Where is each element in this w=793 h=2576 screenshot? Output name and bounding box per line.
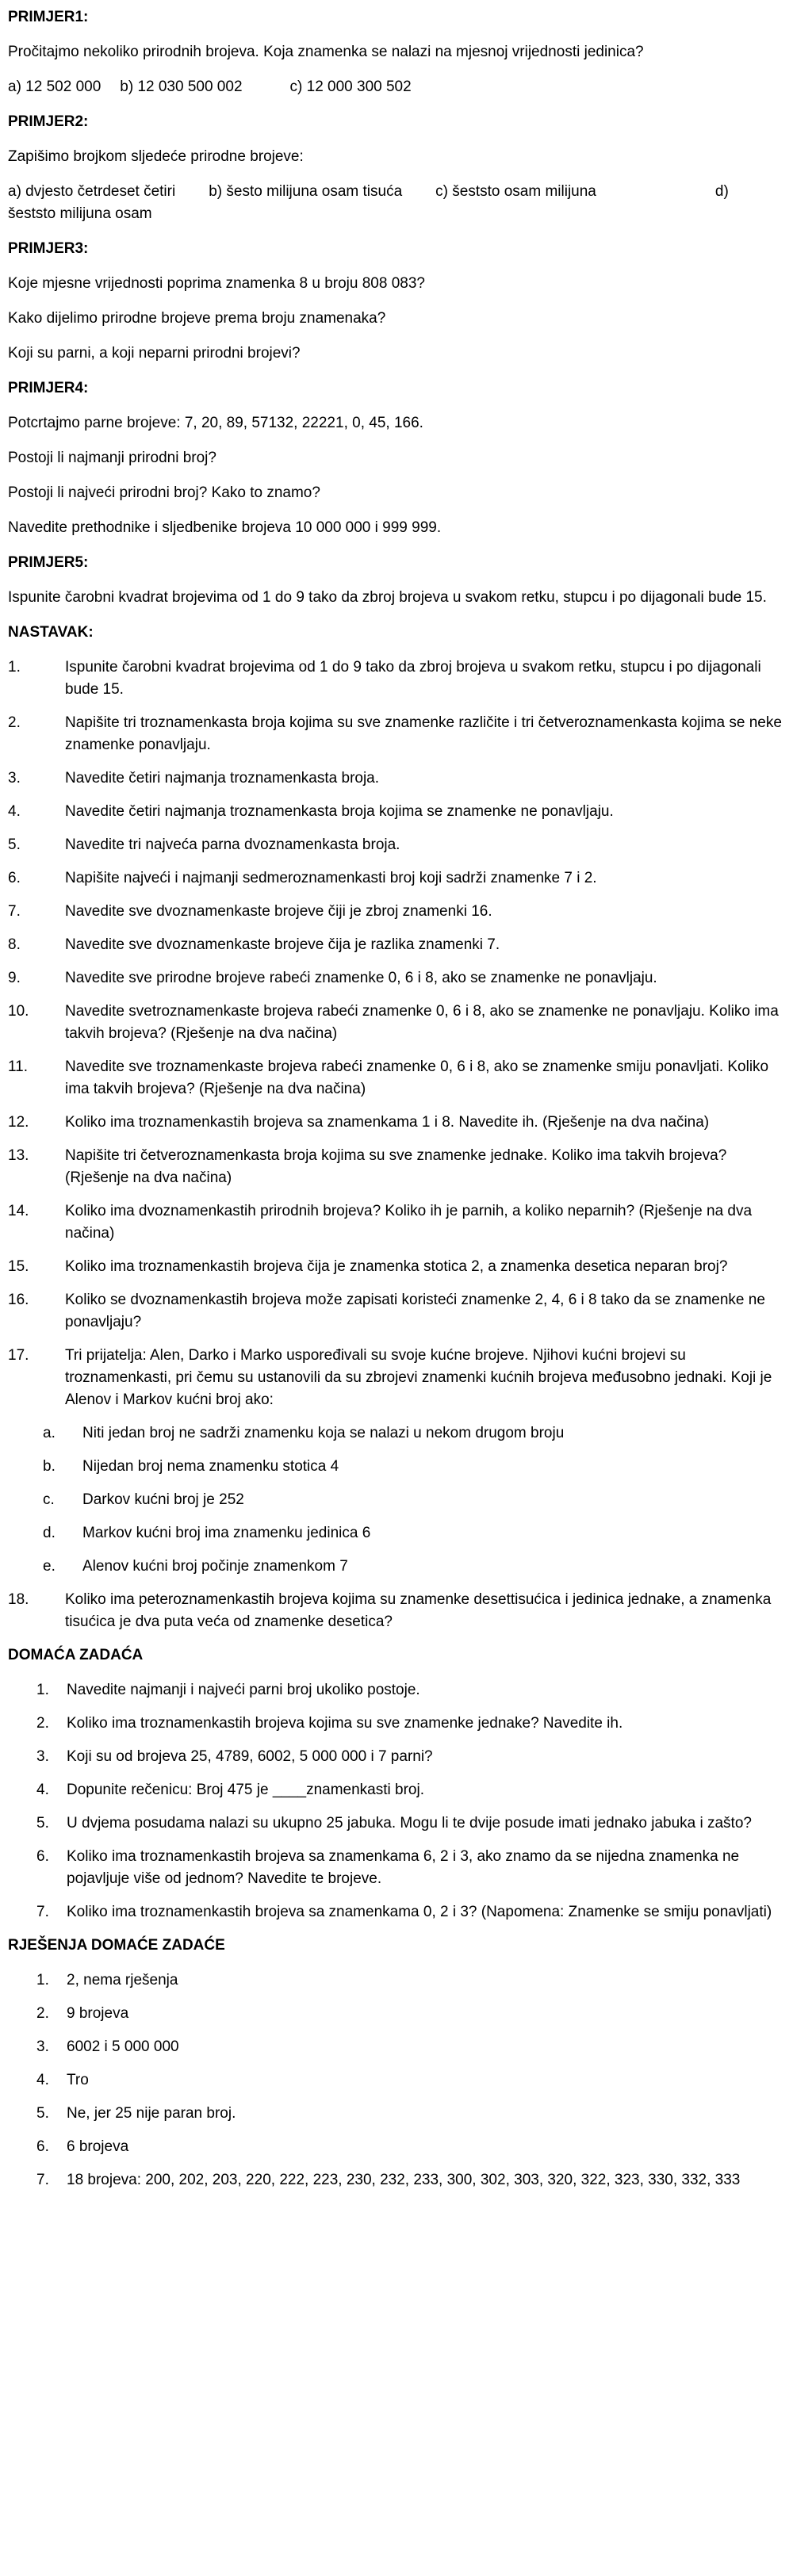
list-item — [36, 2136, 783, 2158]
homework-list — [36, 1679, 783, 1923]
primjer4-question-3: Postoji li najveći prirodni broj? Kako to znamo? — [8, 484, 320, 501]
list-item — [36, 2069, 783, 2092]
item-number: 1. — [8, 659, 21, 676]
sublist-text: Markov kućni broj ima znamenku jedinica 6 — [82, 1525, 371, 1541]
list-item — [8, 1001, 783, 1045]
item-text: Koliko ima troznamenkastih brojeva sa znamenkama 6, 2 i 3, ako znamo da se nijedna znamenka ne pojavljuje više od jednom? Navedite te brojeve. — [67, 1848, 740, 1887]
item-17-sublist — [43, 1422, 783, 1578]
item-text: Napišite tri četveroznamenkasta broja kojima su sve znamenke jednake. Koliko ima takvih brojeva? (Rješenje na dva načina) — [65, 1147, 727, 1186]
item-number: 7. — [36, 1904, 49, 1920]
item-number: 18. — [8, 1591, 29, 1608]
list-item — [8, 834, 783, 856]
list-item — [36, 1969, 783, 1992]
list-item — [36, 1901, 783, 1923]
item-number: 6. — [36, 2138, 49, 2155]
primjer1-options — [8, 76, 783, 98]
item-text: Koliko ima peteroznamenkastih brojeva kojima su znamenke desettisućica i jedinica jednake, a znamenka tisućica je dva puta veća od znamenke desetica? — [65, 1591, 772, 1630]
item-text: Ispunite čarobni kvadrat brojevima od 1 do 9 tako da zbroj brojeva u svakom retku, stupcu i po dijagonali bude 15. — [65, 659, 761, 698]
sublist-letter: c. — [43, 1491, 55, 1508]
heading-solutions: RJEŠENJA DOMAĆE ZADAĆE — [8, 1937, 225, 1954]
primjer1-question: Pročitajmo nekoliko prirodnih brojeva. Koja znamenka se nalazi na mjesnoj vrijednosti jedinica? — [8, 44, 644, 60]
item-text: U dvjema posudama nalazi su ukupno 25 jabuka. Mogu li te dvije posude imati jednako jabuka i zašto? — [67, 1815, 752, 1832]
item-text: Ne, jer 25 nije paran broj. — [67, 2105, 236, 2122]
item-text: Navedite četiri najmanja troznamenkasta broja kojima se znamenke ne ponavljaju. — [65, 803, 614, 820]
item-text: Navedite sve prirodne brojeve rabeći znamenke 0, 6 i 8, ako se znamenke ne ponavljaju. — [65, 970, 657, 986]
item-text: Koliko ima troznamenkastih brojeva sa znamenkama 0, 2 i 3? (Napomena: Znamenke se smiju ponavljati) — [67, 1904, 772, 1920]
heading-nastavak: NASTAVAK: — [8, 624, 94, 641]
list-item — [8, 1289, 783, 1334]
item-text: Koliko ima troznamenkastih brojeva sa znamenkama 1 i 8. Navedite ih. (Rješenje na dva načina) — [65, 1114, 710, 1131]
list-item — [8, 801, 783, 823]
item-number: 16. — [8, 1292, 29, 1308]
primjer1-option-a: a) 12 502 000 — [8, 78, 102, 95]
list-item — [8, 1256, 783, 1278]
sublist-item — [43, 1422, 783, 1445]
item-text: Tro — [67, 2072, 89, 2088]
item-text: Koliko ima troznamenkastih brojeva kojima su sve znamenke jednake? Navedite ih. — [67, 1715, 623, 1732]
item-text: Navedite tri najveća parna dvoznamenkasta broja. — [65, 836, 400, 853]
item-number: 4. — [36, 1782, 49, 1798]
item-number: 3. — [36, 1748, 49, 1765]
item-number: 3. — [8, 770, 21, 787]
list-item — [8, 1345, 783, 1411]
heading-primjer1: PRIMJER1: — [8, 9, 89, 25]
primjer4-question-1: Potcrtajmo parne brojeve: 7, 20, 89, 57132, 22221, 0, 45, 166. — [8, 415, 423, 431]
item-number: 5. — [36, 2105, 49, 2122]
primjer2-option-a: a) dvjesto četrdeset četiri — [8, 183, 176, 200]
list-item — [36, 1746, 783, 1768]
solutions-list — [36, 1969, 783, 2191]
item-number: 10. — [8, 1003, 29, 1020]
list-item — [8, 934, 783, 956]
item-text: Koji su od brojeva 25, 4789, 6002, 5 000 000 i 7 parni? — [67, 1748, 433, 1765]
item-text: Navedite sve dvoznamenkaste brojeve čija je razlika znamenki 7. — [65, 936, 500, 953]
item-number: 14. — [8, 1203, 29, 1219]
item-text: Koliko se dvoznamenkastih brojeva može zapisati koristeći znamenke 2, 4, 6 i 8 tako da se znamenke ne ponavljaju? — [65, 1292, 765, 1330]
list-item — [8, 1589, 783, 1633]
sublist-text: Niti jedan broj ne sadrži znamenku koja se nalazi u nekom drugom broju — [82, 1425, 565, 1441]
item-text: 2, nema rješenja — [67, 1972, 178, 1988]
item-number: 5. — [36, 1815, 49, 1832]
sublist-item — [43, 1456, 783, 1478]
list-item — [8, 901, 783, 923]
item-number: 2. — [36, 1715, 49, 1732]
item-number: 7. — [8, 903, 21, 920]
item-text: Dopunite rečenicu: Broj 475 je ____znamenkasti broj. — [67, 1782, 424, 1798]
item-text: Koliko ima dvoznamenkastih prirodnih brojeva? Koliko ih je parnih, a koliko neparnih? (Rješenje na dva načina) — [65, 1203, 753, 1242]
sublist-item — [43, 1556, 783, 1578]
nastavak-list — [8, 656, 783, 1633]
list-item — [8, 967, 783, 989]
item-number: 6. — [36, 1848, 49, 1865]
list-item — [36, 1846, 783, 1890]
item-number: 5. — [8, 836, 21, 853]
item-text: Navedite četiri najmanja troznamenkasta broja. — [65, 770, 380, 787]
primjer2-options — [8, 181, 783, 203]
primjer2-option-d-text: šeststo milijuna osam — [8, 205, 152, 222]
primjer4-question-4: Navedite prethodnike i sljedbenike brojeva 10 000 000 i 999 999. — [8, 519, 442, 536]
item-number: 2. — [8, 714, 21, 731]
list-item — [8, 1200, 783, 1245]
item-number: 8. — [8, 936, 21, 953]
primjer5-question-1: Ispunite čarobni kvadrat brojevima od 1 do 9 tako da zbroj brojeva u svakom retku, stupcu i po dijagonali bude 15. — [8, 589, 767, 606]
list-item — [36, 1779, 783, 1801]
primjer2-option-c: c) šeststo osam milijuna — [435, 183, 596, 200]
sublist-letter: a. — [43, 1425, 56, 1441]
item-text: Koliko ima troznamenkastih brojeva čija je znamenka stotica 2, a znamenka desetica neparan broj? — [65, 1258, 728, 1275]
list-item — [36, 1713, 783, 1735]
item-text: 18 brojeva: 200, 202, 203, 220, 222, 223, 230, 232, 233, 300, 302, 303, 320, 322, 323, 330, 332, 333 — [67, 2172, 741, 2188]
item-number: 17. — [8, 1347, 29, 1364]
sublist-letter: d. — [43, 1525, 56, 1541]
primjer3-question-1: Koje mjesne vrijednosti poprima znamenka 8 u broju 808 083? — [8, 275, 425, 292]
item-number: 4. — [36, 2072, 49, 2088]
list-item — [8, 1056, 783, 1100]
primjer3-question-2: Kako dijelimo prirodne brojeve prema broju znamenaka? — [8, 310, 386, 327]
sublist-letter: e. — [43, 1558, 56, 1575]
list-item — [36, 1812, 783, 1835]
primjer4-question-2: Postoji li najmanji prirodni broj? — [8, 450, 216, 466]
list-item — [36, 2103, 783, 2125]
list-item — [36, 2003, 783, 2025]
item-number: 4. — [8, 803, 21, 820]
item-text: Tri prijatelja: Alen, Darko i Marko uspoređivali su svoje kućne brojeve. Njihovi kućni brojevi su troznamenkasti, pri čemu su ustanovili da su zbrojevi znamenki kućnih brojeva međusobno jednaki. Koji je Alenov i Markov kućni broj ako: — [65, 1347, 772, 1408]
sublist-text: Nijedan broj nema znamenku stotica 4 — [82, 1458, 339, 1475]
list-item — [36, 2036, 783, 2058]
heading-primjer2: PRIMJER2: — [8, 113, 89, 130]
item-number: 1. — [36, 1972, 49, 1988]
primjer3-question-3: Koji su parni, a koji neparni prirodni brojevi? — [8, 345, 301, 362]
heading-primjer5: PRIMJER5: — [8, 554, 89, 571]
list-item — [8, 712, 783, 756]
sublist-text: Darkov kućni broj je 252 — [82, 1491, 244, 1508]
item-text: 9 brojeva — [67, 2005, 129, 2022]
item-text: Navedite svetroznamenkaste brojeva rabeći znamenke 0, 6 i 8, ako se znamenke ne ponavljaju. Koliko ima takvih brojeva? (Rješenje na dva načina) — [65, 1003, 779, 1042]
primjer1-option-b: b) 12 030 500 002 — [120, 78, 243, 95]
item-text: Napišite najveći i najmanji sedmeroznamenkasti broj koji sadrži znamenke 7 i 2. — [65, 870, 597, 886]
item-text: Napišite tri troznamenkasta broja kojima su sve znamenke različite i tri četveroznamenkasta kojima se neke znamenke ponavljaju. — [65, 714, 782, 753]
item-text: 6002 i 5 000 000 — [67, 2038, 179, 2055]
item-number: 15. — [8, 1258, 29, 1275]
primjer2-option-d: d) — [714, 183, 729, 200]
item-number: 1. — [36, 1682, 49, 1698]
item-number: 12. — [8, 1114, 29, 1131]
primjer1-option-c: c) 12 000 300 502 — [289, 78, 412, 95]
sublist-item — [43, 1489, 783, 1511]
item-number: 9. — [8, 970, 21, 986]
list-item — [8, 656, 783, 701]
item-number: 7. — [36, 2172, 49, 2188]
list-item — [8, 1112, 783, 1134]
item-text: Navedite najmanji i najveći parni broj ukoliko postoje. — [67, 1682, 420, 1698]
item-number: 2. — [36, 2005, 49, 2022]
primjer2-question: Zapišimo brojkom sljedeće prirodne brojeve: — [8, 148, 304, 165]
item-number: 3. — [36, 2038, 49, 2055]
list-item — [8, 867, 783, 890]
list-item — [36, 2169, 783, 2191]
list-item — [8, 767, 783, 790]
item-number: 6. — [8, 870, 21, 886]
item-number: 11. — [8, 1058, 29, 1075]
sublist-item — [43, 1522, 783, 1544]
sublist-text: Alenov kućni broj počinje znamenkom 7 — [82, 1558, 348, 1575]
list-item — [8, 1145, 783, 1189]
primjer2-option-b: b) šesto milijuna osam tisuća — [209, 183, 403, 200]
heading-primjer4: PRIMJER4: — [8, 380, 89, 396]
sublist-letter: b. — [43, 1458, 56, 1475]
heading-primjer3: PRIMJER3: — [8, 240, 89, 257]
list-item — [36, 1679, 783, 1701]
item-number: 13. — [8, 1147, 29, 1164]
item-text: Navedite sve troznamenkaste brojeva rabeći znamenke 0, 6 i 8, ako se znamenke smiju ponavljati. Koliko ima takvih brojeva? (Rješenje na dva načina) — [65, 1058, 769, 1097]
item-text: Navedite sve dvoznamenkaste brojeve čiji je zbroj znamenki 16. — [65, 903, 492, 920]
heading-homework: DOMAĆA ZADAĆA — [8, 1647, 144, 1663]
item-text: 6 brojeva — [67, 2138, 129, 2155]
